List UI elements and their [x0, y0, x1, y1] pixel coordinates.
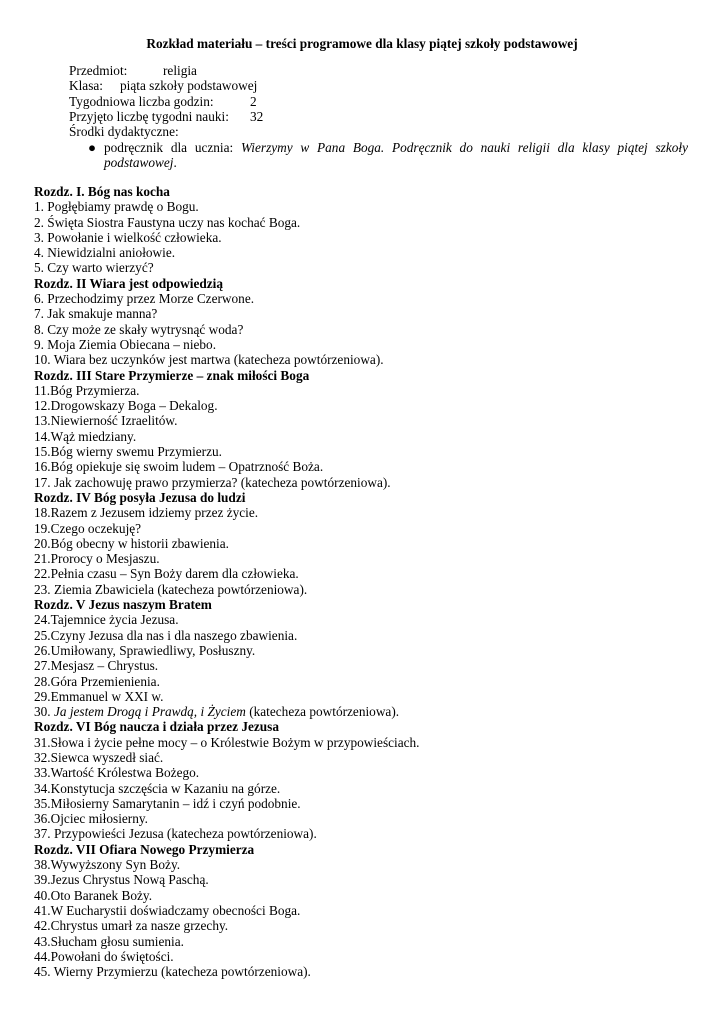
list-item: 31.Słowa i życie pełne mocy – o Królestwie Bożym w przypowieściach.: [34, 734, 420, 750]
textbook-title: Wierzymy w Pana Boga. Podręcznik do nauki religii dla klasy piątej szkoły podstawowej: [104, 140, 688, 171]
list-item: 35.Miłosierny Samarytanin – idź i czyń podobnie.: [34, 795, 301, 811]
chapter-heading: Rozdz. III Stare Przymierze – znak miłości Boga: [34, 367, 310, 383]
list-item: 41.W Eucharystii doświadczamy obecności Boga.: [34, 902, 301, 918]
chapter-list: [34, 184, 694, 979]
bullet-dot-icon: ●: [88, 140, 97, 155]
list-item: 11.Bóg Przymierza.: [34, 382, 140, 398]
list-item: 33.Wartość Królestwa Bożego.: [34, 765, 200, 781]
list-item: 12.Drogowskazy Boga – Dekalog.: [34, 398, 218, 414]
meta-tygodni-label: Przyjęto liczbę tygodni nauki:: [69, 109, 229, 124]
chapter-heading: Rozdz. I. Bóg nas kocha: [34, 184, 170, 199]
list-item: 15.Bóg wierny swemu Przymierzu.: [34, 444, 222, 460]
list-item: 34.Konstytucja szczęścia w Kazaniu na górze.: [34, 780, 281, 796]
list-item: 38.Wywyższony Syn Boży.: [34, 857, 181, 873]
list-item: 17. Jak zachowuję prawo przymierza? (katecheza powtórzeniowa).: [34, 474, 391, 490]
list-item: 39.Jezus Chrystus Nową Paschą.: [34, 872, 209, 888]
list-item: 43.Słucham głosu sumienia.: [34, 933, 184, 949]
list-item: 32.Siewca wyszedł siać.: [34, 749, 164, 765]
list-item: 25.Czyny Jezusa dla nas i dla naszego zbawienia.: [34, 627, 298, 643]
list-item: 8. Czy może ze skały wytrysnąć woda?: [34, 321, 244, 337]
list-item: 14.Wąż miedziany.: [34, 428, 137, 444]
meta-godzin-label: Tygodniowa liczba godzin:: [69, 94, 214, 109]
chapter-heading: Rozdz. II Wiara jest odpowiedzią: [34, 275, 223, 291]
list-item: 1. Pogłębiamy prawdę o Bogu.: [34, 199, 199, 215]
list-item: 7. Jak smakuje manna?: [34, 306, 158, 322]
list-item: 42.Chrystus umarł za nasze grzechy.: [34, 918, 229, 934]
list-item: 40.Oto Baranek Boży.: [34, 887, 153, 903]
bullet-text: podręcznik dla ucznia: Wierzymy w Pana Boga. Podręcznik do nauki religii dla klasy piątej szkoły podstawowej.: [104, 140, 688, 171]
italic-quote: Ja jestem Drogą i Prawdą, i Życiem: [53, 704, 246, 720]
list-item: 16.Bóg opiekuje się swoim ludem – Opatrzność Boża.: [34, 459, 324, 475]
chapter-heading: Rozdz. VI Bóg naucza i działa przez Jezusa: [34, 719, 279, 735]
meta-srodki: [69, 124, 179, 139]
list-item: 21.Prorocy o Mesjaszu.: [34, 551, 160, 567]
list-item: 28.Góra Przemienienia.: [34, 673, 160, 689]
list-item: 44.Powołani do świętości.: [34, 948, 174, 964]
list-item: 5. Czy warto wierzyć?: [34, 260, 154, 276]
meta-przedmiot-value: religia: [163, 63, 197, 78]
list-item: 36.Ojciec miłosierny.: [34, 811, 148, 827]
meta-godzin-value: 2: [250, 94, 257, 109]
meta-srodki-label: Środki dydaktyczne:: [69, 124, 179, 139]
list-item: 45. Wierny Przymierzu (katecheza powtórzeniowa).: [34, 964, 311, 980]
list-item: 3. Powołanie i wielkość człowieka.: [34, 229, 222, 245]
meta-tygodni: [69, 109, 263, 124]
chapter-heading: Rozdz. IV Bóg posyła Jezusa do ludzi: [34, 489, 246, 505]
meta-klasa-value: piąta szkoły podstawowej: [120, 78, 258, 93]
list-item: 18.Razem z Jezusem idziemy przez życie.: [34, 505, 259, 521]
chapter-heading: Rozdz. V Jezus naszym Bratem: [34, 597, 212, 613]
list-item: 23. Ziemia Zbawiciela (katecheza powtórzeniowa).: [34, 581, 308, 597]
list-item: 2. Święta Siostra Faustyna uczy nas kochać Boga.: [34, 214, 301, 230]
meta-klasa: [69, 78, 257, 93]
list-item: 22.Pełnia czasu – Syn Boży darem dla człowieka.: [34, 566, 299, 582]
list-item: 10. Wiara bez uczynków jest martwa (katecheza powtórzeniowa).: [34, 352, 384, 368]
bullet-podrecznik: [85, 140, 688, 171]
list-item: 24.Tajemnice życia Jezusa.: [34, 612, 179, 628]
list-item: 4. Niewidzialni aniołowie.: [34, 245, 176, 261]
list-item: 26.Umiłowany, Sprawiedliwy, Posłuszny.: [34, 642, 256, 658]
list-item: 37. Przypowieści Jezusa (katecheza powtórzeniowa).: [34, 826, 317, 842]
meta-godzin: [69, 94, 257, 109]
list-item: 20.Bóg obecny w historii zbawienia.: [34, 535, 229, 551]
list-item: 6. Przechodzimy przez Morze Czerwone.: [34, 291, 255, 307]
meta-klasa-label: Klasa:: [69, 78, 103, 93]
list-item: 30. Ja jestem Drogą i Prawdą, i Życiem (katecheza powtórzeniowa).: [34, 704, 400, 720]
chapter-heading: Rozdz. VII Ofiara Nowego Przymierza: [34, 841, 255, 857]
meta-przedmiot-label: Przedmiot:: [69, 63, 128, 78]
list-item: 27.Mesjasz – Chrystus.: [34, 658, 159, 674]
meta-przedmiot: [69, 63, 197, 78]
list-item: 13.Niewierność Izraelitów.: [34, 413, 178, 429]
document-title: Rozkład materiału – treści programowe dla klasy piątej szkoły podstawowej: [146, 36, 578, 51]
meta-tygodni-value: 32: [250, 109, 264, 124]
list-item: 19.Czego oczekuję?: [34, 520, 142, 536]
list-item: 29.Emmanuel w XXI w.: [34, 688, 164, 704]
list-item: 9. Moja Ziemia Obiecana – niebo.: [34, 336, 217, 352]
